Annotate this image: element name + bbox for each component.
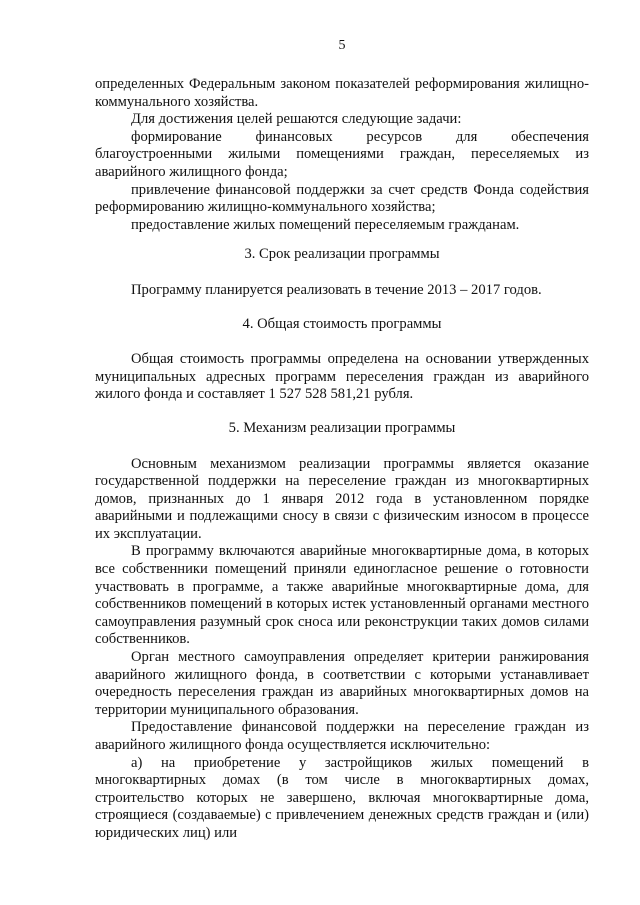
section-4-heading: 4. Общая стоимость программы [242,315,442,332]
section-4-text: Общая стоимость программы определена на основании утвержденных муниципальных адресных программ переселения граждан из аварийного жилого фонда и составляет 1 527 528 581,21 рубля. [95,351,589,403]
section-5-heading: 5. Механизм реализации программы [228,419,456,436]
section-5-paragraph: а) на приобретение у застройщиков жилых помещений в многоквартирных домах (в том числе в многоквартирных домах, строительство которых не завершено, включая многоквартирные дома, строящиеся (создаваемые) с привлечением денежных средств граждан и (или) юридических лиц) или [95,754,589,841]
paragraph: определенных Федеральным законом показателей реформирования жилищно-коммунального хозяйства. [95,76,589,110]
section-5-paragraph: Предоставление финансовой поддержки на переселение граждан из аварийного жилищного фонда осуществляется исключительно: [95,719,589,753]
section-5-paragraph: Основным механизмом реализации программы является оказание государственной поддержки на переселение граждан из многоквартирных домов, признанных до 1 января 2012 года в установленном порядке аварийными и подлежащими сносу в связи с физическим износом в процессе их эксплуатации. [95,455,589,542]
paragraph: привлечение финансовой поддержки за счет средств Фонда содействия реформированию жилищно-коммунального хозяйства; [95,181,589,216]
page-number: 5 [338,38,346,53]
paragraph: предоставление жилых помещений переселяемым гражданам. [131,216,520,233]
document-page [95,38,589,843]
section-2-continuation [95,76,589,234]
section-3-text: Программу планируется реализовать в течение 2013 – 2017 годов. [131,281,542,298]
paragraph: формирование финансовых ресурсов для обеспечения благоустроенными жилыми помещениями граждан, переселяемых из аварийного жилищного фонда; [95,128,589,180]
section-5-paragraph: В программу включаются аварийные многоквартирные дома, в которых все собственники помещений приняли единогласное решение о готовности участвовать в программе, а также аварийные многоквартирные дома, для собственников помещений в которых истек установленный органами местного самоуправления разумный срок сноса или реконструкции таких домов силами собственников. [95,543,589,648]
paragraph: Для достижения целей решаются следующие задачи: [131,111,462,128]
section-5-paragraph: Орган местного самоуправления определяет критерии ранжирования аварийного жилищного фонда, в соответствии с которыми устанавливает очередность переселения граждан из аварийных многоквартирных домов на территории муниципального образования. [95,649,589,718]
section-3-heading: 3. Срок реализации программы [244,246,440,263]
